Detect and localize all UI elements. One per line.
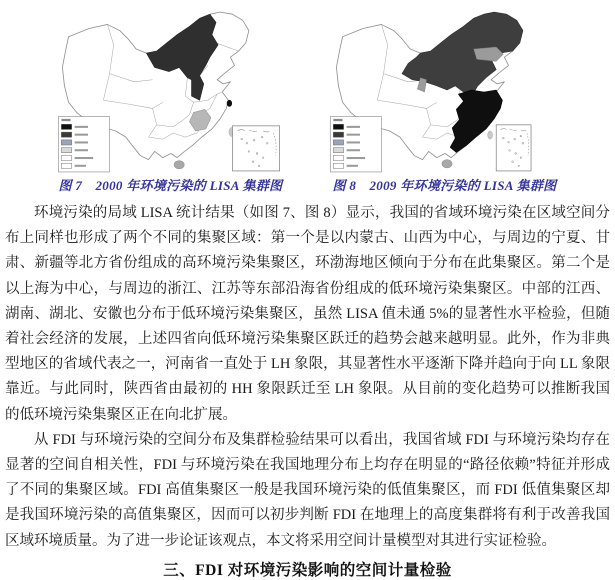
figure-lisa-2000 [46, 6, 296, 194]
south-china-sea-inset [232, 126, 279, 171]
body-text [0, 194, 615, 554]
cluster-shanghai-2000 [226, 100, 231, 107]
figure-lisa-2009 [320, 6, 570, 194]
hainan-island [174, 161, 184, 169]
figure-caption-fig8: 图 8 2009 年环境污染的 LISA 集群图 [332, 178, 557, 193]
china-lisa-map-2009 [321, 6, 569, 174]
section-heading-part3: 三、FDI 对环境污染影响的空间计量检验 [163, 561, 452, 579]
map-legend [58, 117, 109, 172]
map-legend [330, 117, 381, 172]
figures-row [0, 0, 615, 194]
paragraph-fdi-spatial: 从 FDI 与环境污染的空间分布及集群检验结果可以看出，我国省域 FDI 与环境污染均存在显著的空间自相关性，FDI 与环境污染在我国地理分布上均存在明显的“路径依赖”特征并形成了不同的集聚区域。FDI 高值集聚区一般是我国环境污染的低值集聚区，而 FDI 低值集聚区却是我国环境污染的高值集聚区，因而可以初步判断 FDI 在地理上的高度集群将有利于改善我国区域环境质量。为了进一步论证该观点，本文将采用空间计量模型对其进行实证检验。 [5, 431, 610, 549]
paragraph-lisa-results: 环境污染的局域 LISA 统计结果（如图 7、图 8）显示，我国的省域环境污染在区域空间分布上同样也形成了两个不同的集聚区域：第一个是以内蒙古、山西为中心，与周边的宁夏、甘肃、新疆等北方省份组成的高环境污染集聚区，环渤海地区倾向于分布在此集聚区。第二个是以上海为中心，与周边的浙江、江苏等东部沿海省份组成的低环境污染集聚区。中部的江西、湖南、湖北、安徽也分布于低环境污染集聚区，虽然 LISA 值未通 5%的显著性水平检验，但随着社会经济的发展，上述四省向低环境污染集聚区跃迁的趋势会越来越明显。此外，作为非典型地区的省域代表之一，河南省一直处于 LH 象限，其显著性水平逐渐下降并趋向于向 LL 象限靠近。与此同时，陕西省由最初的 HH 象限跃迁至 LH 象限。从目前的变化趋势可以推断我国的低环境污染集聚区正在向北扩展。 [5, 205, 610, 423]
south-china-sea-inset [496, 125, 531, 171]
taiwan-island [487, 131, 492, 139]
hainan-island [441, 160, 451, 168]
figure-caption-fig7: 图 7 2000 年环境污染的 LISA 集群图 [58, 178, 283, 193]
china-lisa-map-2000 [47, 6, 295, 174]
